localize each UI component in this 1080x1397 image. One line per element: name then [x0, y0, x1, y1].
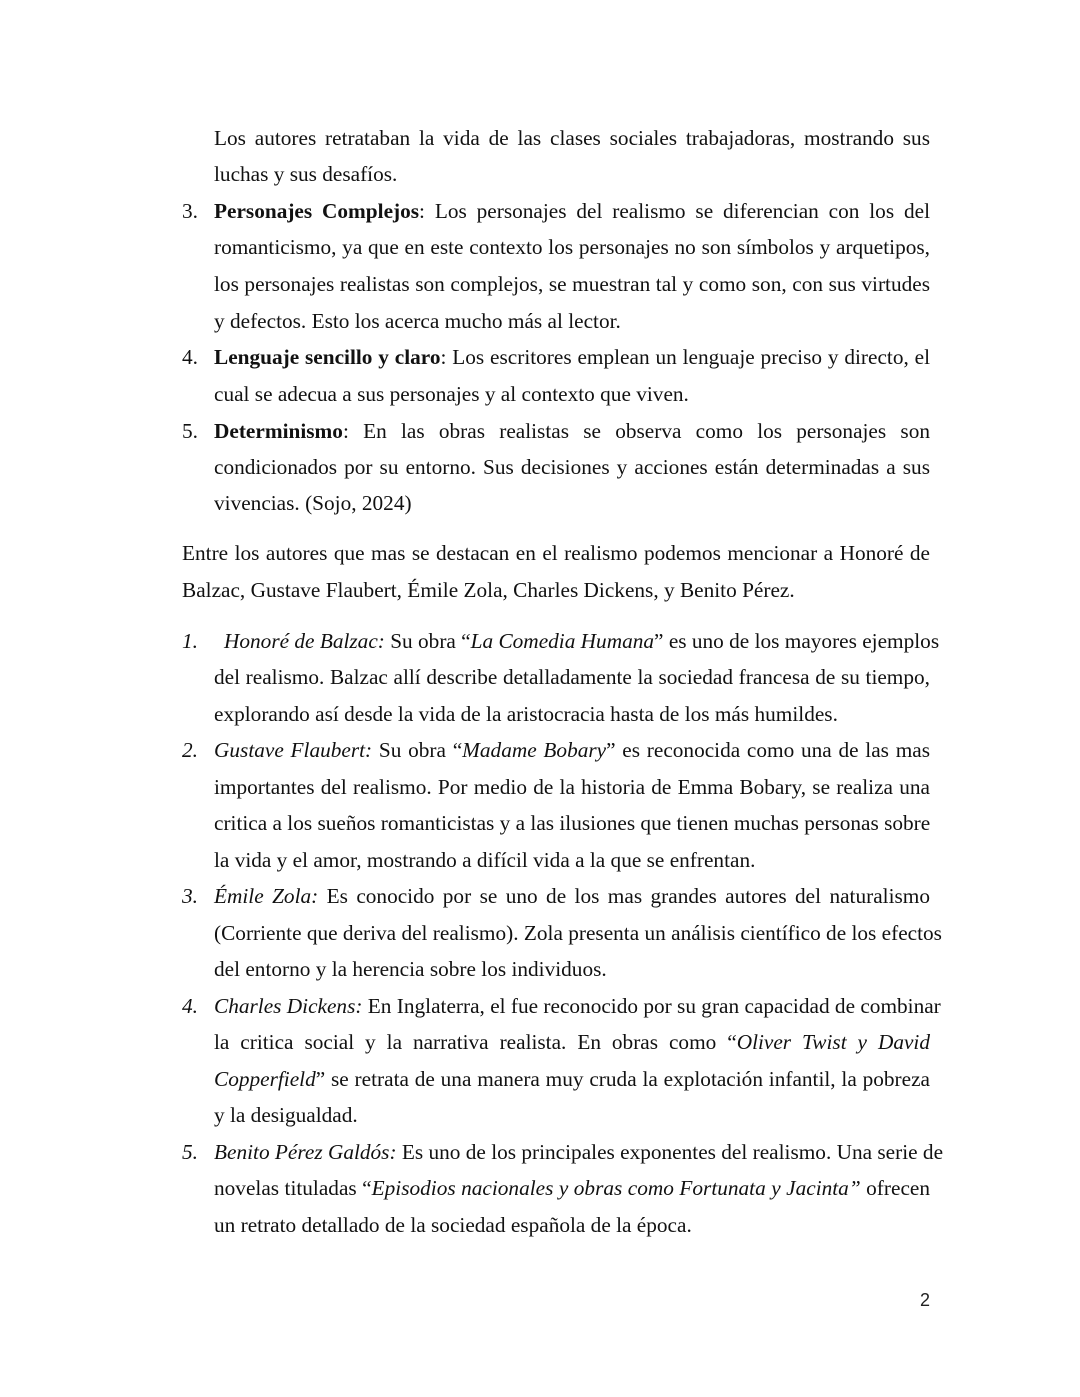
author-name: Honoré de Balzac: — [224, 629, 385, 653]
author-text: En Inglaterra, el fue reconocido por su gran capacidad de combinar — [362, 994, 941, 1018]
characteristic-line: cual se adecua a sus personajes y al contexto que viven. — [214, 382, 689, 406]
intro-line-1: Los autores retrataban la vida de las clases sociales trabajadoras, mostrando sus — [214, 126, 930, 150]
author-text: Su obra “ — [384, 629, 471, 653]
author-name: Charles Dickens: — [214, 994, 363, 1018]
author-line — [214, 1175, 930, 1201]
work-title: Episodios nacionales y obras como Fortunata y Jacinta” — [371, 1176, 861, 1200]
work-title: La Comedia Humana — [470, 629, 655, 653]
list-number: 3. — [182, 199, 198, 223]
characteristic-line: romanticismo, ya que en este contexto los personajes no son símbolos y arquetipos, — [214, 235, 930, 259]
list-number: 4. — [182, 345, 198, 369]
author-text: ” es reconocida como una de las mas — [606, 738, 930, 762]
author-line — [214, 1139, 944, 1165]
work-title: Copperfield — [214, 1067, 316, 1091]
author-line: (Corriente que deriva del realismo). Zola presenta un análisis científico de los efectos — [214, 921, 942, 945]
authors-intro-line-2: Balzac, Gustave Flaubert, Émile Zola, Charles Dickens, y Benito Pérez. — [182, 578, 795, 602]
characteristic-term: Personajes Complejos — [214, 199, 420, 223]
author-text: Es uno de los principales exponentes del realismo. Una serie de — [396, 1140, 944, 1164]
author-name: Émile Zola: — [214, 884, 319, 908]
author-line: y la desigualdad. — [214, 1103, 358, 1127]
author-line — [214, 737, 930, 763]
author-text: ” se retrata de una manera muy cruda la explotación infantil, la pobreza — [315, 1067, 930, 1091]
characteristic-line: y defectos. Esto los acerca mucho más al lector. — [214, 309, 621, 333]
work-title: Madame Bobary — [462, 738, 607, 762]
author-line — [214, 883, 930, 909]
list-number: 1. — [182, 629, 198, 653]
characteristic-text: : Los personajes del realismo se diferencian con los del — [419, 199, 930, 223]
list-number: 2. — [182, 738, 198, 762]
characteristic-term: Lenguaje sencillo y claro — [214, 345, 441, 369]
author-text: Su obra “ — [372, 738, 463, 762]
author-line — [214, 993, 941, 1019]
author-line — [224, 628, 940, 654]
author-text: novelas tituladas “ — [214, 1176, 372, 1200]
author-text: la critica social y la narrativa realista. En obras como “ — [214, 1030, 737, 1054]
characteristic-line — [214, 418, 930, 444]
characteristic-text: : En las obras realistas se observa como los personajes son — [342, 419, 930, 443]
author-line: del entorno y la herencia sobre los individuos. — [214, 957, 607, 981]
author-line: del realismo. Balzac allí describe detalladamente la sociedad francesa de su tiempo, — [214, 665, 930, 689]
list-number: 5. — [182, 419, 198, 443]
authors-intro-line-1: Entre los autores que mas se destacan en el realismo podemos mencionar a Honoré de — [182, 541, 930, 565]
author-line: importantes del realismo. Por medio de la historia de Emma Bobary, se realiza una — [214, 775, 930, 799]
characteristic-line: los personajes realistas son complejos, se muestran tal y como son, con sus virtudes — [214, 272, 930, 296]
characteristic-text: : Los escritores emplean un lenguaje preciso y directo, el — [440, 345, 931, 369]
author-line: critica a los sueños romanticistas y a las ilusiones que tienen muchas personas sobre — [214, 811, 931, 835]
characteristic-line — [214, 344, 930, 370]
author-line — [214, 1066, 930, 1092]
characteristic-line — [214, 198, 930, 224]
list-number: 4. — [182, 994, 198, 1018]
characteristic-term: Determinismo — [214, 419, 343, 443]
characteristic-line: vivencias. (Sojo, 2024) — [214, 491, 412, 515]
author-name: Benito Pérez Galdós: — [214, 1140, 397, 1164]
work-title: Oliver Twist y David — [736, 1030, 930, 1054]
list-number: 5. — [182, 1140, 198, 1164]
author-line — [214, 1029, 930, 1055]
author-text: ofrecen — [860, 1176, 930, 1200]
author-line: la vida y el amor, mostrando a difícil vida a la que se enfrentan. — [214, 848, 756, 872]
characteristic-line: condicionados por su entorno. Sus decisiones y acciones están determinadas a sus — [214, 455, 930, 479]
page-number: 2 — [919, 1290, 930, 1310]
author-text: Es conocido por se uno de los mas grandes autores del naturalismo — [318, 884, 930, 908]
author-name: Gustave Flaubert: — [214, 738, 373, 762]
author-line: un retrato detallado de la sociedad española de la época. — [214, 1213, 692, 1237]
author-line: explorando así desde la vida de la aristocracia hasta de los más humildes. — [214, 702, 838, 726]
author-text: ” es uno de los mayores ejemplos — [654, 629, 940, 653]
list-number: 3. — [182, 884, 198, 908]
intro-line-2: luchas y sus desafíos. — [214, 162, 398, 186]
